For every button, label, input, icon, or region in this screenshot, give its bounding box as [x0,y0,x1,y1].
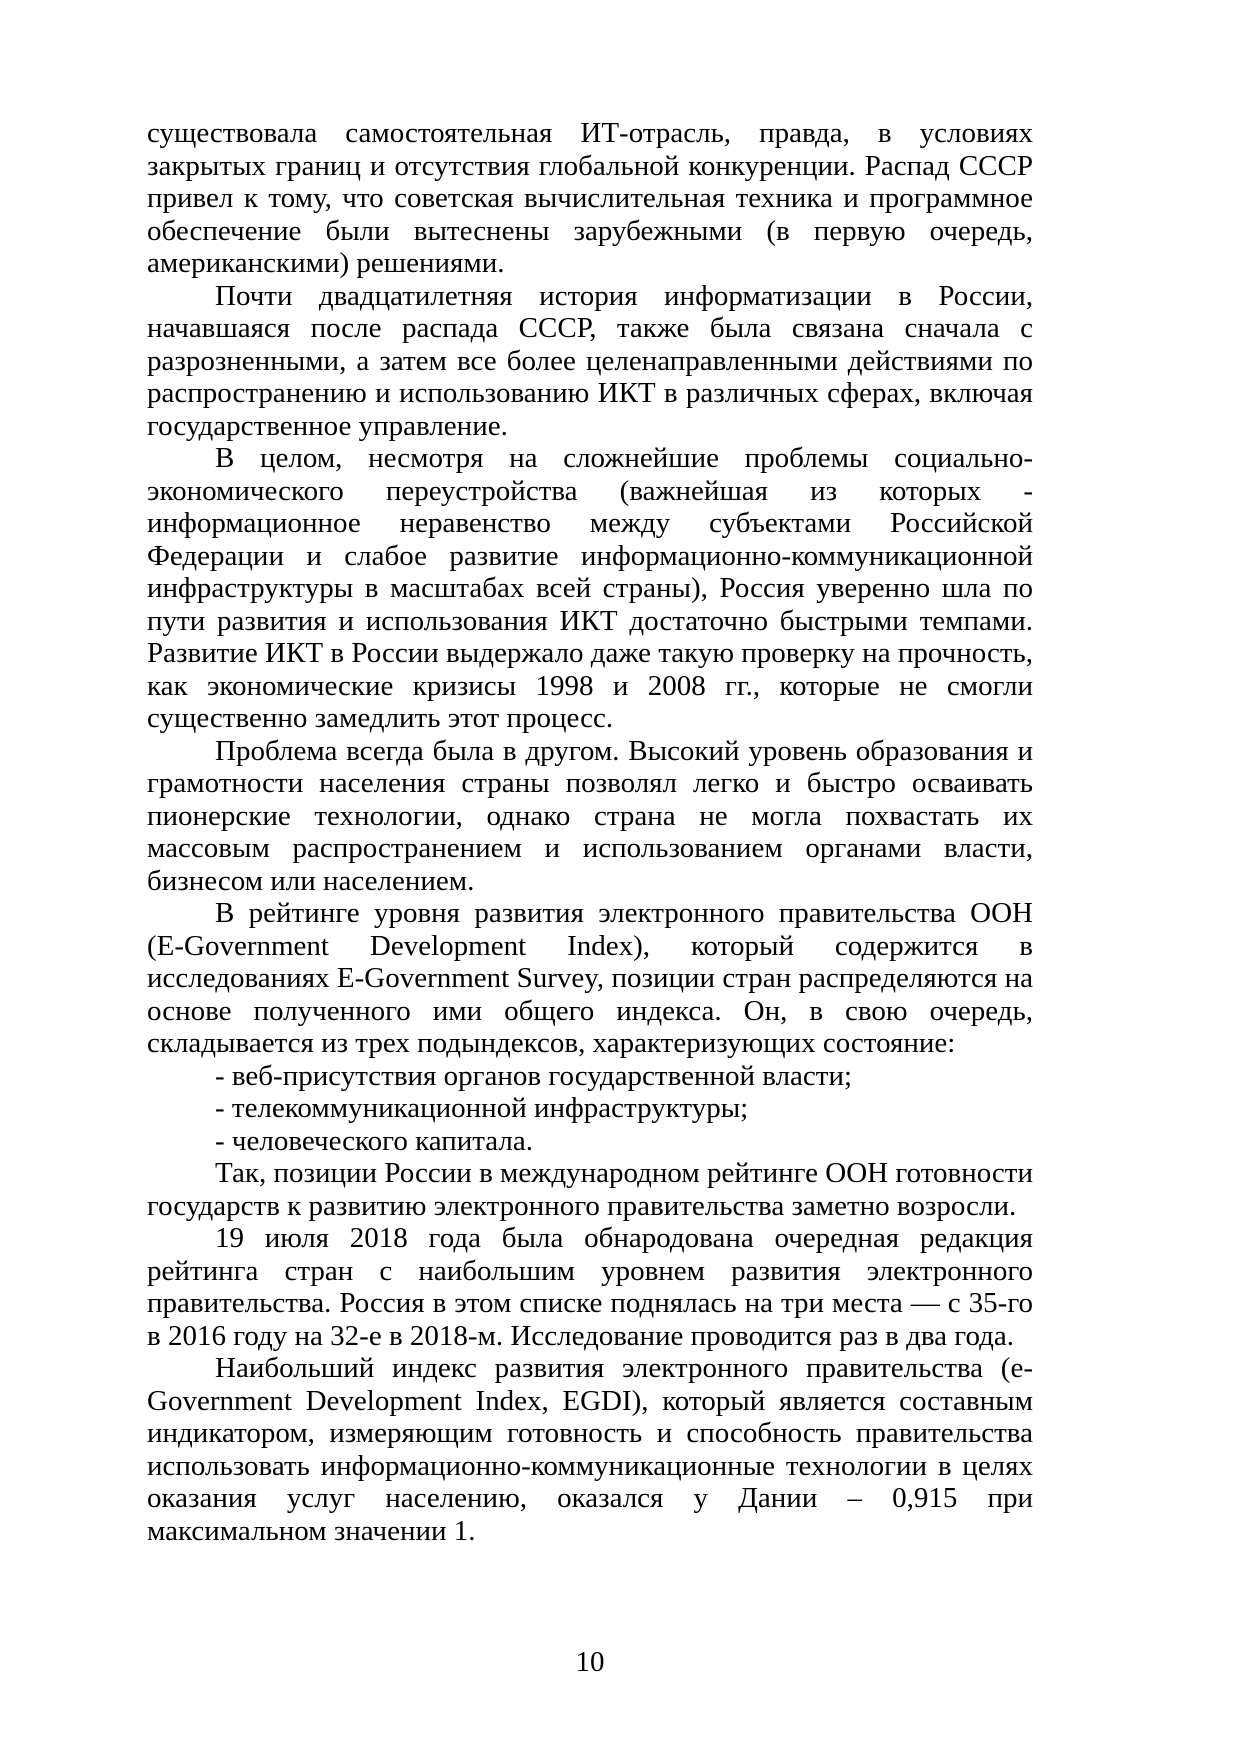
page-text [147,117,1033,1547]
paragraph: существовала самостоятельная ИТ-отрасль, правда, в условиях закрытых границ и отсутствия глобальной конкуренции. Распад СССР привел к тому, что советская вычислительная техника и программное обеспечение были вытеснены зарубежными (в первую очередь, американскими) решениями. [147,117,1033,279]
page-number: 10 [575,1646,605,1678]
paragraph: Так, позиции России в международном рейтинге ООН готовности государств к развитию электронного правительства заметно возросли. [147,1157,1033,1222]
paragraph: Проблема всегда была в другом. Высокий уровень образования и грамотности населения страны позволял легко и быстро осваивать пионерские технологии, однако страна не могла похвастать их массовым распространением и использованием органами власти, бизнесом или населением. [147,734,1033,897]
paragraph: Почти двадцатилетняя история информатизации в России, начавшаяся после распада СССР, также была связана сначала с разрозненными, а затем все более целенаправленными действиями по распространению и использованию ИКТ в различных сферах, включая государственное управление. [147,279,1033,442]
paragraph: Наибольший индекс развития электронного правительства (e-Government Development Index, EGDI), который является составным индикатором, измеряющим готовность и способность правительства использовать информационно-коммуникационные технологии в целях оказания услуг населению, оказался у Дании – 0,915 при максимальном значении 1. [147,1352,1033,1547]
list-item: - телекоммуникационной инфраструктуры; [215,1092,749,1124]
list-item: - веб-присутствия органов государственной власти; [215,1059,853,1092]
paragraph: 19 июля 2018 года была обнародована очередная редакция рейтинга стран с наибольшим уровнем развития электронного правительства. Россия в этом списке поднялась на три места — с 35-го в 2016 году на 32-е в 2018-м. Исследование проводится раз в два года. [147,1222,1033,1352]
paragraph: В рейтинге уровня развития электронного правительства ООН (E-Government Development Index), который содержится в исследованиях E-Government Survey, позиции стран распределяются на основе полученного ими общего индекса. Он, в свою очередь, складывается из трех подындексов, характеризующих состояние: [147,897,1033,1059]
paragraph: В целом, несмотря на сложнейшие проблемы социально-экономического переустройства (важнейшая из которых - информационное неравенство между субъектами Российской Федерации и слабое развитие информационно-коммуникационной инфраструктуры в масштабах всей страны), Россия уверенно шла по пути развития и использования ИКТ достаточно быстрыми темпами. Развитие ИКТ в России выдержало даже такую проверку на прочность, как экономические кризисы 1998 и 2008 гг., которые не смогли существенно замедлить этот процесс. [147,442,1033,734]
list-item: - человеческого капитала. [215,1124,534,1157]
page-footer [147,1646,1033,1679]
